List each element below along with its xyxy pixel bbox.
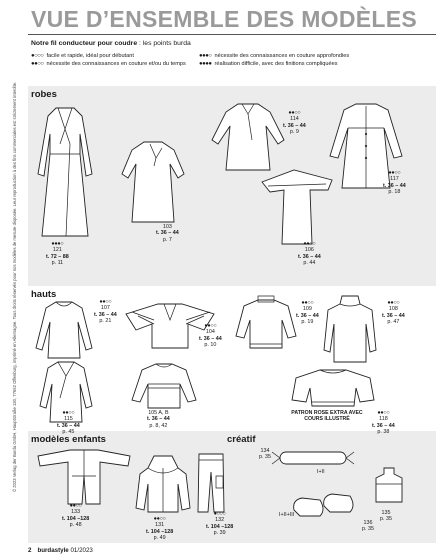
top-118-illustration bbox=[290, 366, 376, 408]
caption-117: ●●○○ 117 t. 36 – 44 p. 18 bbox=[383, 170, 406, 196]
caption-136: 136 p. 35 bbox=[362, 520, 374, 533]
caption-107: ●●○○ 107 t. 36 – 44 p. 21 bbox=[94, 299, 117, 325]
caption-105: 105 A, B t. 36 – 44 p. 8, 42 bbox=[147, 410, 170, 429]
section-hauts: hauts bbox=[31, 289, 57, 300]
top-107-illustration bbox=[34, 298, 94, 360]
roll-pillow-134-illustration bbox=[270, 448, 356, 468]
slipper-label-bottom: I+II+III bbox=[279, 512, 295, 518]
difficulty-dots: ●●●● bbox=[199, 61, 212, 67]
jumpsuit-133-illustration bbox=[34, 446, 134, 506]
caption-103: 103 t. 36 – 44 p. 7 bbox=[156, 224, 179, 243]
page-number: 2 bbox=[28, 547, 32, 554]
caption-106: ●●○○ 106 t. 36 – 44 p. 44 bbox=[298, 241, 321, 267]
difficulty-dots: ●○○○ bbox=[31, 53, 44, 59]
slippers-136-illustration bbox=[290, 482, 360, 518]
issue-number: 01/2023 bbox=[70, 547, 93, 554]
dress-106-illustration bbox=[258, 168, 336, 246]
brand-name: burdastyle bbox=[37, 547, 69, 554]
caption-132: ●○○○ 132 t. 104 –128 p. 39 bbox=[206, 511, 234, 537]
top-109-illustration bbox=[234, 294, 298, 352]
caption-121: ●●●○ 121 t. 72 – 88 p. 11 bbox=[46, 241, 69, 267]
caption-118: ●●○○ 118 t. 36 – 44 p. 38 bbox=[372, 410, 395, 436]
copyright-text: © 2023 Verlag der Burda GmbH, Hauptstraße 130, 77652 Offenburg, imprimé en Allemagne. Tous droits réservés pour nos modèles de mesure disposée. Leur reproduction à des fins commerciales est strictement interdite. bbox=[12, 81, 17, 492]
caption-104: ●●○○ 104 t. 36 – 44 p. 10 bbox=[199, 323, 222, 349]
section-enfants: modèles enfants bbox=[31, 434, 106, 445]
page-footer bbox=[28, 547, 93, 554]
legend-text: nécessite des connaissances en couture approfondies bbox=[214, 53, 350, 59]
caption-109: ●●○○ 109 t. 36 – 44 p. 19 bbox=[296, 300, 319, 326]
legend-text: réalisation difficile, avec des finitions compliquées bbox=[214, 61, 338, 67]
page-title: VUE D’ENSEMBLE DES MODÈLES bbox=[30, 6, 418, 32]
difficulty-dots: ●●●○ bbox=[199, 53, 212, 59]
legend-heading-bold: Notre fil conducteur pour coudre bbox=[31, 40, 138, 47]
caption-131: ●●○○ 131 t. 104 –128 p. 49 bbox=[146, 516, 174, 542]
legend-text: facile et rapide, idéal pour débutant bbox=[46, 53, 134, 59]
legend-text: nécessite des connaissances en couture et/ou du temps bbox=[46, 61, 186, 67]
section-robes: robes bbox=[31, 89, 57, 100]
hot-water-bottle-135-illustration bbox=[372, 466, 406, 506]
legend-heading-rest: : les points burda bbox=[137, 40, 191, 47]
caption-135: 135 p. 35 bbox=[380, 510, 392, 523]
legend-item-1 bbox=[31, 53, 134, 59]
section-creatif: créatif bbox=[227, 434, 256, 445]
caption-134: 134 p. 35 bbox=[259, 448, 271, 461]
caption-114: ●●○○ 114 t. 36 – 44 p. 9 bbox=[283, 110, 306, 136]
hoodie-131-illustration bbox=[134, 454, 192, 514]
slipper-label-top: I+II bbox=[317, 469, 325, 475]
dress-103-illustration bbox=[120, 138, 186, 224]
legend-heading bbox=[31, 40, 191, 47]
title-divider bbox=[28, 34, 436, 35]
legend-item-4 bbox=[199, 61, 338, 67]
caption-108: ●●○○ 108 t. 36 – 44 p. 47 bbox=[382, 300, 405, 326]
difficulty-dots: ●●○○ bbox=[31, 61, 44, 67]
legend-item-2 bbox=[31, 61, 186, 67]
patron-note: PATRON ROSE EXTRA AVEC COURS ILLUSTRÉ bbox=[291, 410, 363, 423]
caption-115: ●●○○ 115 t. 36 – 44 p. 45 bbox=[57, 410, 80, 436]
trousers-132-illustration bbox=[196, 452, 226, 514]
top-108-illustration bbox=[322, 294, 378, 364]
top-105-illustration bbox=[130, 360, 198, 410]
dress-121-illustration bbox=[36, 104, 94, 240]
caption-133: ●●○○ 133 t. 104 –128 p. 48 bbox=[62, 503, 90, 529]
legend-item-3 bbox=[199, 53, 349, 59]
dress-114-illustration bbox=[208, 100, 288, 172]
